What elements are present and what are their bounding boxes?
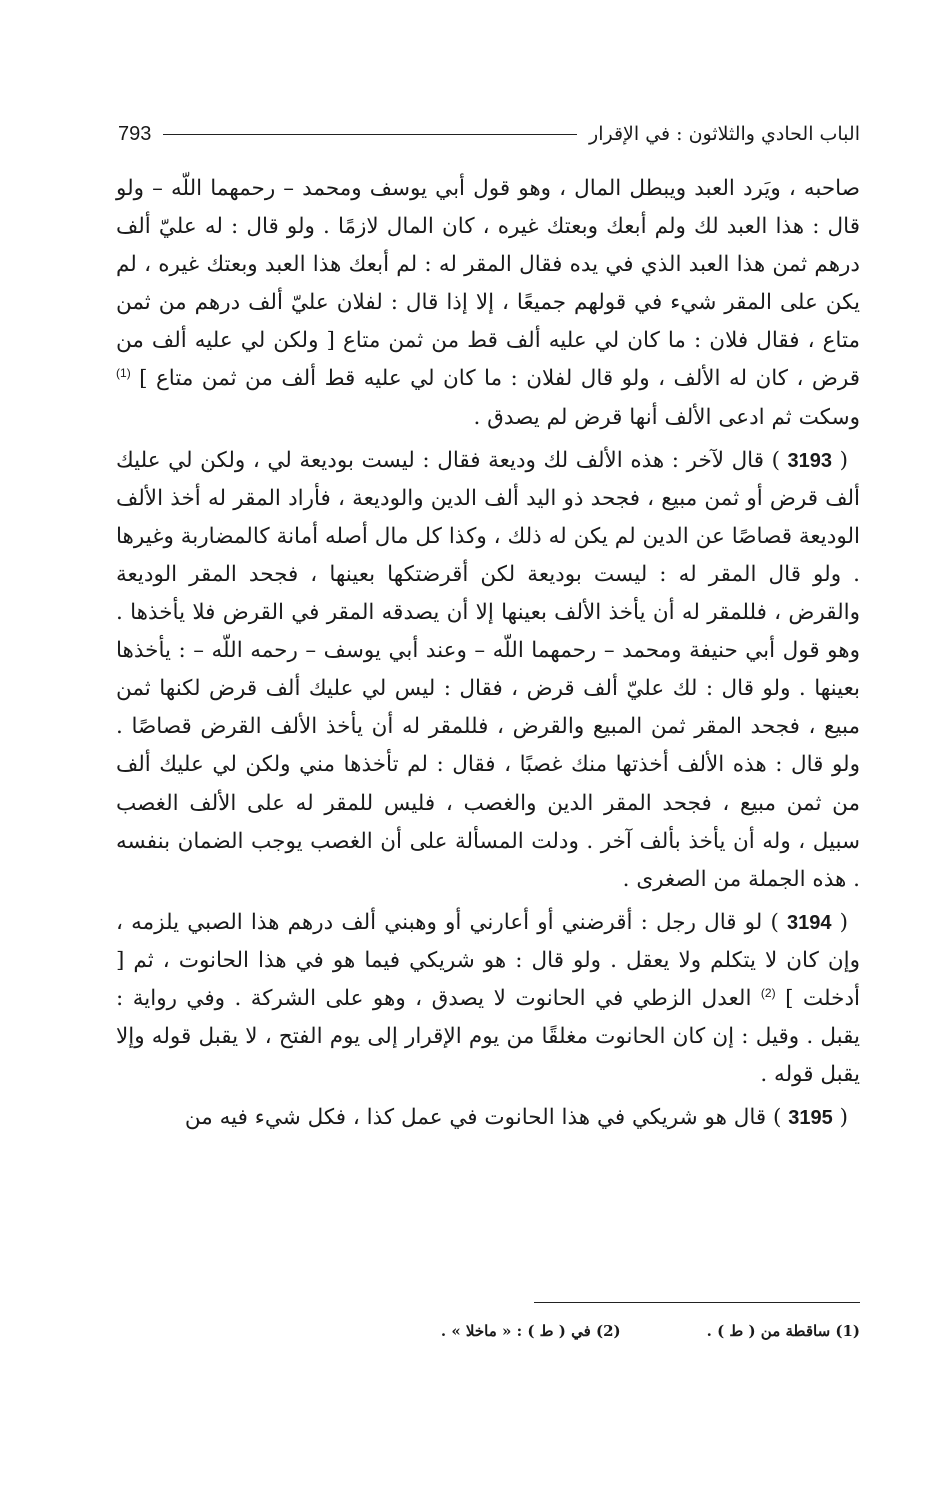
footnotes	[160, 1322, 860, 1358]
footnote-ref-2: (2)	[760, 985, 776, 1000]
issue-number: 3193	[787, 449, 833, 472]
footnote-separator	[534, 1302, 860, 1303]
issue-number: 3195	[788, 1107, 833, 1130]
page-number: 793	[118, 122, 152, 145]
header-rule	[163, 134, 577, 135]
issue-number: 3194	[786, 911, 832, 934]
body-text	[116, 170, 860, 1142]
footnote-1: (1) ساقطة من ( ط ) .	[706, 1322, 860, 1340]
paragraph-text: صاحبه ، ويَرد العبد ويبطل المال ، وهو قول أبي يوسف ومحمد – رحمهما اللّه – ولو قال : هذا العبد لك ولم أبعك وبعتك غيره ، كان المال لازمًا . ولو قال : له عليّ ألف درهم ثمن هذا العبد الذي في يده فقال المقر له : لم أبعك هذا العبد وبعتك غيره ، لم يكن على المقر شيء في قولهم جميعًا ، إلا إذا قال : لفلان عليّ ألف درهم من ثمن متاع ، فقال فلان : ما كان لي عليه ألف قط من ثمن متاع [ ولكن لي عليه ألف من قرض ، كان له الألف ، ولو قال لفلان : ما كان لي عليه قط ألف من ثمن متاع ]	[116, 176, 860, 392]
paragraph-continuation	[116, 170, 860, 437]
paragraph-text: قال لآخر : هذه الألف لك وديعة فقال : ليست بوديعة لي ، ولكن لي عليك ألف قرض أو ثمن مبيع ، فجحد ذو اليد ألف الدين والوديعة ، فأراد المقر له أخذ الألف الوديعة قصاصًا عن الدين لم يكن له ذلك ، وكذا كل مال أصله أمانة كالمضاربة وغيرها . ولو قال المقر له : ليست بوديعة لكن أقرضتكها بعينها ، فجحد المقر الوديعة والقرض ، فللمقر له أن يأخذ الألف بعينها إلا أن يصدقه المقر في القرض فلا يأخذها . وهو قول أبي حنيفة ومحمد – رحمهما اللّه – وعند أبي يوسف – رحمه اللّه – : يأخذها بعينها . ولو قال : لك عليّ ألف قرض ، فقال : ليس لي عليك ألف قرض لكنها ثمن مبيع ، فجحد المقر ثمن المبيع والقرض ، فللمقر له أن يأخذ الألف القرض قصاصًا . ولو قال : هذه الألف أخذتها منك غصبًا ، فقال : لم تأخذها مني ولكن لي عليك ألف من ثمن مبيع ، فجحد المقر الدين والغصب ، فليس للمقر له على الألف الغصب سبيل ، وله أن يأخذ بألف آخر . ودلت المسألة على أن الغصب يوجب الضمان بنفسه . هذه الجملة من الصغرى .	[116, 447, 860, 892]
paragraph-text-after-ref: وسكت ثم ادعى الألف أنها قرض لم يصدق .	[473, 404, 860, 430]
paragraph-text: قال هو شريكي في هذا الحانوت في عمل كذا ، فكل شيء فيه من	[184, 1105, 767, 1131]
chapter-title: الباب الحادي والثلاثون : في الإقرار	[589, 123, 860, 145]
paragraph-text: لو قال رجل : أقرضني أو أعارني أو وهبني ألف درهم هذا الصبي يلزمه ، وإن كان لا يتكلم ولا يعقل . ولو قال : هو شريكي فيما هو في هذا الحانوت ، ثم [ أدخلت ]	[116, 909, 860, 1011]
footnote-2: (2) في ( ط ) : « ماخلا » .	[440, 1322, 621, 1340]
paragraph-3193: ( 3193 ) قال لآخر : هذه الألف لك وديعة فقال : ليست بوديعة لي ، ولكن لي عليك ألف قرض أو ثمن مبيع ، فجحد ذو اليد ألف الدين والوديعة ، فأراد المقر له أخذ الألف الوديعة قصاصًا عن الدين لم يكن له ذلك ، وكذا كل مال أصله أمانة كالمضاربة وغيرها . ولو قال المقر له : ليست بوديعة لكن أقرضتكها بعينها ، فجحد المقر الوديعة والقرض ، فللمقر له أن يأخذ الألف بعينها إلا أن يصدقه المقر في القرض فلا يأخذها . وهو قول أبي حنيفة ومحمد – رحمهما اللّه – وعند أبي يوسف – رحمه اللّه – : يأخذها بعينها . ولو قال : لك عليّ ألف قرض ، فقال : ليس لي عليك ألف قرض لكنها ثمن مبيع ، فجحد المقر ثمن المبيع والقرض ، فللمقر له أن يأخذ الألف القرض قصاصًا . ولو قال : هذه الألف أخذتها منك غصبًا ، فقال : لم تأخذها مني ولكن لي عليك ألف من ثمن مبيع ، فجحد المقر الدين والغصب ، فليس للمقر له على الألف الغصب سبيل ، وله أن يأخذ بألف آخر . ودلت المسألة على أن الغصب يوجب الضمان بنفسه . هذه الجملة من الصغرى .	[116, 447, 860, 892]
paragraph-3195: ( 3195 ) قال هو شريكي في هذا الحانوت في عمل كذا ، فكل شيء فيه من	[184, 1105, 848, 1131]
paragraph-3194: ( 3194 ) لو قال رجل : أقرضني أو أعارني أو وهبني ألف درهم هذا الصبي يلزمه ، وإن كان لا يتكلم ولا يعقل . ولو قال : هو شريكي فيما هو في هذا الحانوت ، ثم [ أدخلت ] $^{(2)}$ العدل الزطي في الحانوت لا يصدق ، وهو على الشركة . وفي رواية : يقبل . وقيل : إن كان الحانوت مغلقًا من يوم الإقرار إلى يوم الفتح ، لا يقبل قوله وإلا يقبل قوله .	[116, 909, 860, 1088]
paragraph-text-after-ref: العدل الزطي في الحانوت لا يصدق ، وهو على الشركة . وفي رواية : يقبل . وقيل : إن كان الحانوت مغلقًا من يوم الإقرار إلى يوم الفتح ، لا يقبل قوله وإلا يقبل قوله .	[116, 985, 860, 1088]
running-header	[118, 114, 860, 154]
footnote-ref-1: (1)	[116, 366, 131, 381]
